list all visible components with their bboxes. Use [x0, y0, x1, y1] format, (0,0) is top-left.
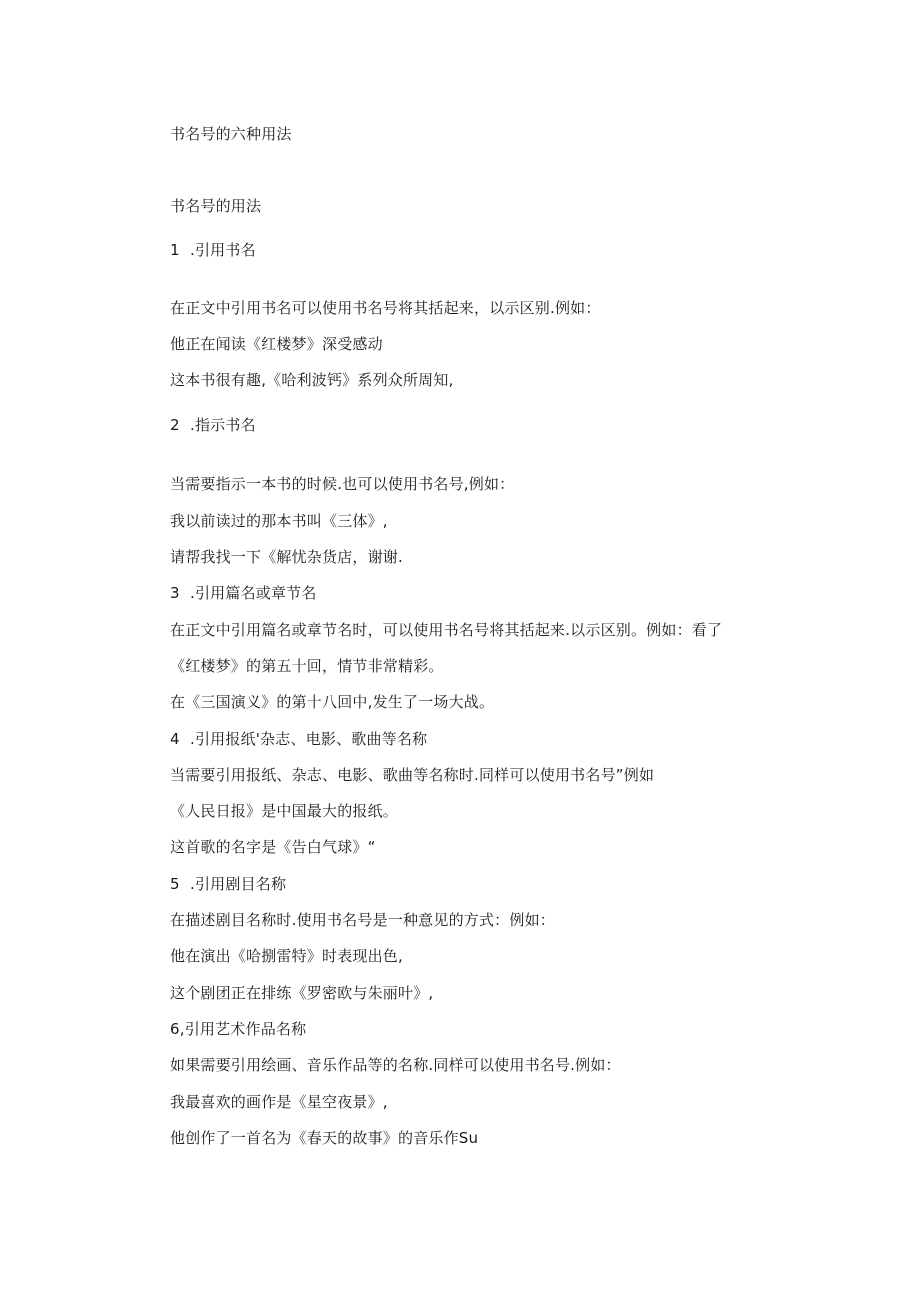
section-number: 2 — [170, 416, 180, 434]
paragraph-line: 在正文中引用篇名或章节名时，可以使用书名号将其括起来.以示区别。例如：看了 — [170, 621, 723, 639]
section-number: 3 — [170, 584, 180, 602]
paragraph-line: 这本书很有趣,《哈利波钙》系列众所周知, — [170, 371, 454, 389]
paragraph-line: 这个剧团正在排练《罗密欧与朱丽叶》, — [170, 984, 434, 1002]
section-heading-1 — [170, 240, 256, 260]
section-heading-4 — [170, 729, 427, 749]
section-number: 1 — [170, 241, 180, 259]
section-subtitle: 书名号的用法 — [170, 197, 262, 215]
paragraph-line: 我最喜欢的画作是《星空夜景》, — [170, 1093, 388, 1111]
section-heading-text: .引用篇名或章节名 — [190, 584, 317, 602]
paragraph-line: 《红楼梦》的第五十回，情节非常精彩。 — [170, 657, 444, 675]
paragraph-line: 在《三国演义》的第十八回中,发生了一场大战。 — [170, 693, 495, 711]
paragraph-line: 在描述剧目名称时.使用书名号是一种意见的方式：例如： — [170, 911, 555, 929]
section-number: 5 — [170, 875, 180, 893]
section-heading-2 — [170, 415, 256, 435]
paragraph-line: 当需要引用报纸、杂志、电影、歌曲等名称时.同样可以使用书名号”例如 — [170, 766, 655, 784]
section-heading-3 — [170, 583, 317, 603]
paragraph-line: 如果需要引用绘画、音乐作品等的名称.同样可以使用书名号.例如： — [170, 1056, 621, 1074]
paragraph-line: 《人民日报》是中国最大的报纸。 — [170, 802, 399, 820]
paragraph-line: 他在演出《哈捌雷特》时表现出色, — [170, 947, 403, 965]
document-title: 书名号的六种用法 — [170, 125, 292, 143]
paragraph-line: 我以前读过的那本书叫《三体》, — [170, 512, 388, 530]
paragraph-line: 当需要指示一本书的时候.也可以使用书名号,例如： — [170, 475, 515, 493]
section-number: 4 — [170, 730, 180, 748]
section-heading-text: .引用书名 — [190, 241, 256, 259]
section-heading-text: .引用报纸'杂志、电影、歌曲等名称 — [190, 730, 428, 748]
paragraph-line: 在正文中引用书名可以使用书名号将其括起来，以示区别.例如： — [170, 299, 601, 317]
section-heading-6: 6,引用艺术作品名称 — [170, 1020, 307, 1038]
paragraph-line: 请帮我找一下《解忧杂货店，谢谢. — [170, 548, 403, 566]
paragraph-line: 他创作了一首名为《春天的故事》的音乐作Su — [170, 1129, 479, 1147]
section-heading-text: .引用剧目名称 — [190, 875, 287, 893]
section-heading-5 — [170, 874, 286, 894]
section-heading-text: .指示书名 — [190, 416, 256, 434]
paragraph-line: 他正在闻读《红楼梦》深受感动 — [170, 335, 383, 353]
paragraph-line: 这首歌的名字是《告白气球》“ — [170, 838, 376, 856]
